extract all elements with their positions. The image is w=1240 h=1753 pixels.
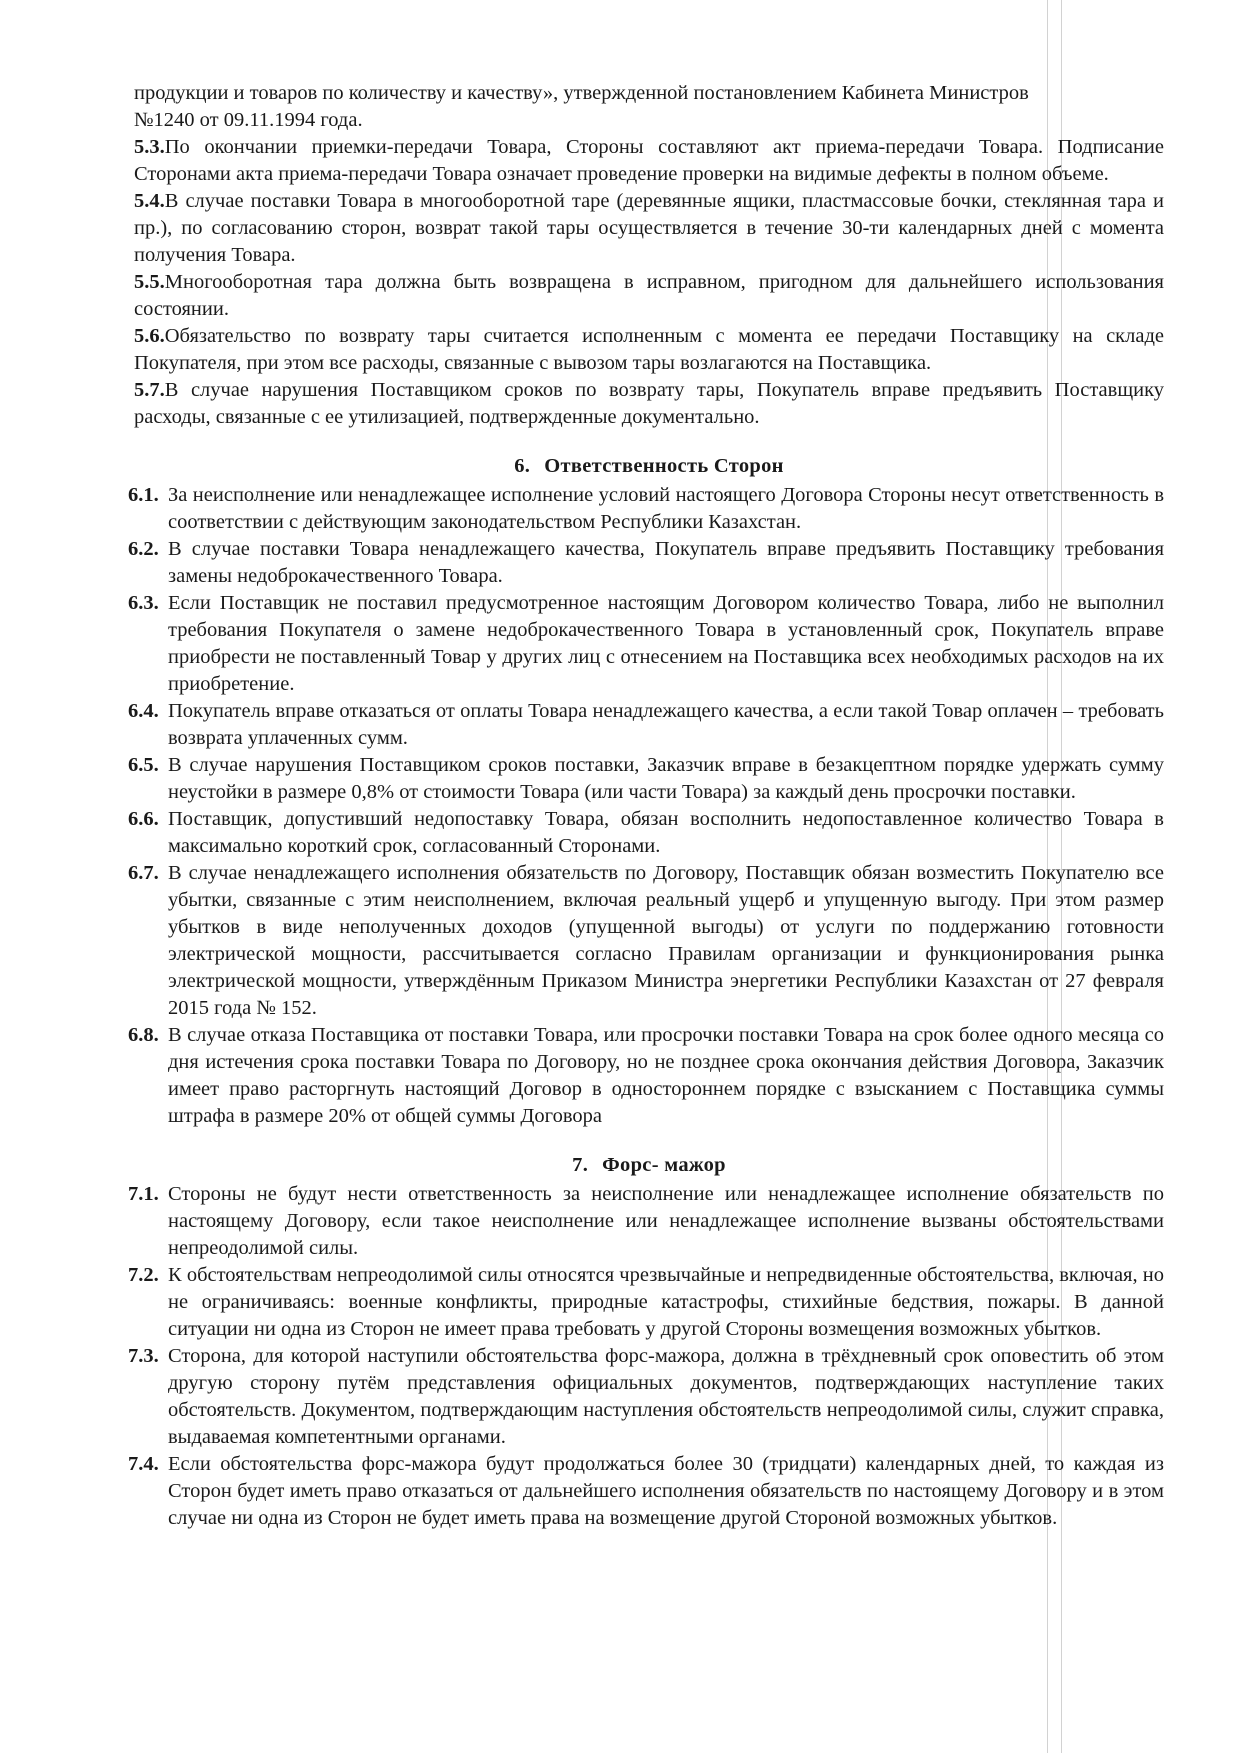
clause-number: 5.4. — [134, 190, 165, 212]
clause-number: 5.5. — [134, 271, 165, 293]
clause-number: 7.4. — [128, 1453, 159, 1475]
clause-text: Если Поставщик не поставил предусмотренное настоящим Договором количество Товара, либо не выполнил требования Покупателя о замене недоброкачественного Товара в установленный срок, Покупатель вправе приобрести не поставленный Товар у других лиц с отнесением на Поставщика всех необходимых расходов на их приобретение. — [168, 592, 1164, 695]
clause-6-7 — [128, 860, 1164, 1022]
clause-text: К обстоятельствам непреодолимой силы относятся чрезвычайные и непредвиденные обстоятельства, включая, но не ограничиваясь: военные конфликты, природные катастрофы, стихийные бедствия, пожары. В данной ситуации ни одна из Сторон не имеет права требовать у другой Стороны возмещения возможных убытков. — [168, 1264, 1164, 1340]
clause-number: 6.8. — [128, 1024, 159, 1046]
clause-text: Стороны не будут нести ответственность за неисполнение или ненадлежащее исполнение обязательств по настоящему Договору, если такое неисполнение или ненадлежащее исполнение вызваны обстоятельствами непреодолимой силы. — [168, 1183, 1164, 1259]
clause-number: 7.2. — [128, 1264, 159, 1286]
clause-text: В случае нарушения Поставщиком сроков по возврату тары, Покупатель вправе предъявить Поставщику расходы, связанные с ее утилизацией, подтвержденные документально. — [134, 379, 1164, 428]
clause-text: В случае поставки Товара ненадлежащего качества, Покупатель вправе предъявить Поставщику требования замены недоброкачественного Товара. — [168, 538, 1164, 587]
clause-number: 7.1. — [128, 1183, 159, 1205]
clause-number: 6.7. — [128, 862, 159, 884]
section-title: Ответственность Сторон — [544, 455, 784, 477]
clause-number: 5.7. — [134, 379, 165, 401]
clause-number: 6.5. — [128, 754, 159, 776]
section-heading-6 — [134, 453, 1164, 480]
clause-5-4 — [134, 188, 1164, 269]
clause-number: 6.4. — [128, 700, 159, 722]
clause-5-6 — [134, 323, 1164, 377]
clause-6-3 — [128, 590, 1164, 698]
clause-text: Сторона, для которой наступили обстоятельства форс-мажора, должна в трёхдневный срок оповестить об этом другую сторону путём представления официальных документов, подтверждающих наступление таких обстоятельств. Документом, подтверждающим наступления обстоятельств непреодолимой силы, служит справка, выдаваемая компетентными органами. — [168, 1345, 1164, 1448]
clause-text: Многооборотная тара должна быть возвращена в исправном, пригодном для дальнейшего использования состоянии. — [134, 271, 1164, 320]
clause-5-3 — [134, 134, 1164, 188]
clause-text: Если обстоятельства форс-мажора будут продолжаться более 30 (тридцати) календарных дней, то каждая из Сторон будет иметь право отказаться от дальнейшего исполнения обязательств по настоящему Договору и в этом случае ни одна из Сторон не будет иметь права на возмещение другой Стороной возможных убытков. — [168, 1453, 1164, 1529]
clause-number: 6.3. — [128, 592, 159, 614]
clause-6-5 — [128, 752, 1164, 806]
clause-text: В случае нарушения Поставщиком сроков поставки, Заказчик вправе в безакцептном порядке удержать сумму неустойки в размере 0,8% от стоимости Товара (или части Товара) за каждый день просрочки поставки. — [168, 754, 1164, 803]
section-heading-7 — [134, 1152, 1164, 1179]
clause-6-4 — [128, 698, 1164, 752]
clause-6-1 — [128, 482, 1164, 536]
clause-number: 6.6. — [128, 808, 159, 830]
clause-text: В случае отказа Поставщика от поставки Товара, или просрочки поставки Товара на срок более одного месяца со дня истечения срока поставки Товара по Договору, но не позднее срока окончания действия Договора, Заказчик имеет право расторгнуть настоящий Договор в одностороннем порядке с взысканием с Поставщика суммы штрафа в размере 20% от общей суммы Договора — [168, 1024, 1164, 1127]
clause-text: Покупатель вправе отказаться от оплаты Товара ненадлежащего качества, а если такой Товар оплачен – требовать возврата уплаченных сумм. — [168, 700, 1164, 749]
clause-number: 7.3. — [128, 1345, 159, 1367]
clause-text: За неисполнение или ненадлежащее исполнение условий настоящего Договора Стороны несут ответственность в соответствии с действующим законодательством Республики Казахстан. — [168, 484, 1164, 533]
clause-7-2 — [128, 1262, 1164, 1343]
clause-5-5 — [134, 269, 1164, 323]
clause-5-7 — [134, 377, 1164, 431]
intro-line: №1240 от 09.11.1994 года. — [134, 109, 363, 131]
clause-number: 6.2. — [128, 538, 159, 560]
clause-7-1 — [128, 1181, 1164, 1262]
clause-6-8 — [128, 1022, 1164, 1130]
document-body — [128, 80, 1164, 1532]
clause-7-3 — [128, 1343, 1164, 1451]
clause-6-2 — [128, 536, 1164, 590]
clause-text: Обязательство по возврату тары считается исполненным с момента ее передачи Поставщику на складе Покупателя, при этом все расходы, связанные с вывозом тары возлагаются на Поставщика. — [134, 325, 1164, 374]
clause-7-4 — [128, 1451, 1164, 1532]
clause-6-6 — [128, 806, 1164, 860]
clause-text: По окончании приемки-передачи Товара, Стороны составляют акт приема-передачи Товара. Подписание Сторонами акта приема-передачи Товара означает проведение проверки на видимые дефекты в полном объеме. — [134, 136, 1164, 185]
intro-line: продукции и товаров по количеству и качеству», утвержденной постановлением Кабинета Министров — [134, 82, 1029, 104]
clause-number: 6.1. — [128, 484, 159, 506]
section-number: 6. — [514, 455, 531, 477]
clause-number: 5.3. — [134, 136, 165, 158]
section-title: Форс- мажор — [602, 1154, 726, 1176]
clause-text: В случае ненадлежащего исполнения обязательств по Договору, Поставщик обязан возместить Покупателю все убытки, связанные с этим неисполнением, включая реальный ущерб и упущенную выгоду. При этом размер убытков в виде неполученных доходов (упущенной выгоды) от услуги по поддержанию готовности электрической мощности, рассчитывается согласно Правилам организации и функционирования рынка электрической мощности, утверждённым Приказом Министра энергетики Республики Казахстан от 27 февраля 2015 года № 152. — [168, 862, 1164, 1019]
clause-number: 5.6. — [134, 325, 165, 347]
section-number: 7. — [572, 1154, 589, 1176]
clause-text: В случае поставки Товара в многооборотной таре (деревянные ящики, пластмассовые бочки, стеклянная тара и пр.), по согласованию сторон, возврат такой тары осуществляется в течение 30-ти календарных дней с момента получения Товара. — [134, 190, 1164, 266]
clause-text: Поставщик, допустивший недопоставку Товара, обязан восполнить недопоставленное количество Товара в максимально короткий срок, согласованный Сторонами. — [168, 808, 1164, 857]
